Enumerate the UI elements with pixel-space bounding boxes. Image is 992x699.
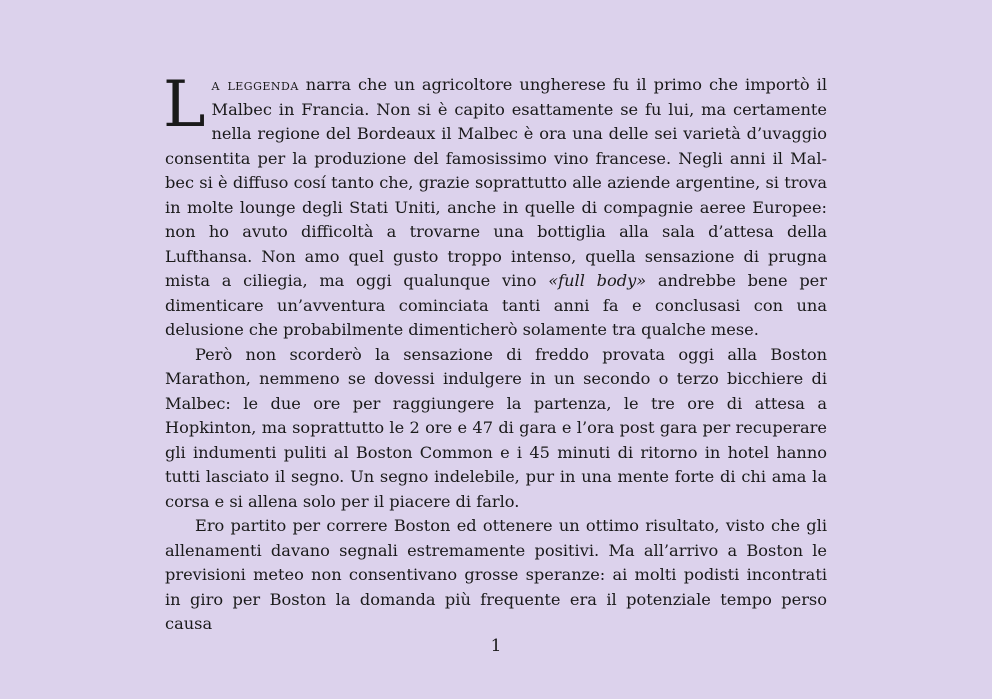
lead-in: a leggenda xyxy=(211,75,299,94)
paragraph-1-text: narra che un agricoltore ungherese fu il primo che importò il Malbec in Francia. Non si è capito esattamente se fu lui, ma certamente nella regione del Bordeaux il Malbec è ora una delle sei varietà d’uvaggio consentita per la produzione del famosissimo vino francese. Negli anni il Malbec si è diffuso cosí tanto che, grazie soprattutto alle aziende argentine, si trova in molte lounge degli Stati Uniti, anche in quelle di compagnie aeree Europee: non ho avuto difficoltà a trovarne una bottiglia alla sala d’attesa della Lufthansa. Non amo quel gusto troppo intenso, quella sensazione di prugna mista a ciliegia, ma oggi qualunque vino xyxy=(165,75,828,290)
italic-phrase: «full body» xyxy=(548,271,647,290)
paragraph-2: Però non scorderò la sensazione di freddo provata oggi alla Boston Marathon, nemmeno se dovessi indulgere in un secondo o terzo bicchiere di Malbec: le due ore per raggiungere la partenza, le tre ore di attesa a Hopkinton, ma soprattutto le 2 ore e 47 di gara e l’ora post gara per recuperare gli indumenti puliti al Boston Common e i 45 minuti di ritorno in hotel hanno tutti lasciato il segno. Un segno indelebile, pur in una mente forte di chi ama la corsa e si allena solo per il piacere di farlo. xyxy=(165,344,827,511)
drop-cap: L xyxy=(163,68,206,142)
paragraph-1 xyxy=(163,68,828,343)
page-number: 1 xyxy=(490,636,502,656)
paragraph-3: Ero partito per correre Boston ed ottenere un ottimo risultato, visto che gli allenamenti davano segnali estremamente positivi. Ma all’arrivo a Boston le previsioni meteo non consentivano grosse speranze: ai molti podisti incontrati in giro per Boston la domanda più frequente era il potenziale tempo perso causa xyxy=(165,516,827,633)
body-text xyxy=(163,68,828,637)
paragraph-1-text-end: andrebbe bene per dimenticare un’avventura cominciata tanti anni fa e conclusasi con una delusione che probabilmente dimenticherò solamente tra qualche mese. xyxy=(165,271,828,339)
